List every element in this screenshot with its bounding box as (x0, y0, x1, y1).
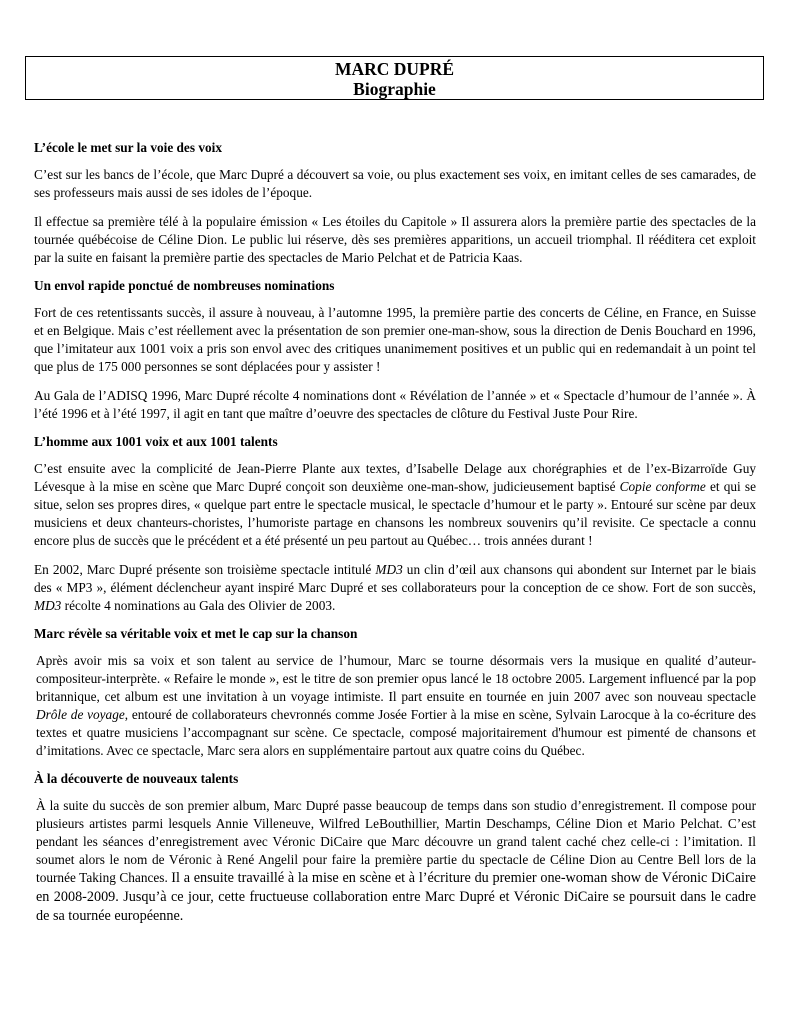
show-title-drole-de-voyage: Drôle de voyage (36, 707, 125, 722)
section-heading: À la découverte de nouveaux talents (34, 771, 239, 786)
paragraph (34, 797, 756, 926)
paragraph: C’est sur les bancs de l’école, que Marc Dupré a découvert sa voie, ou plus exactement ses voix, en imitant celles de ses camarades, de ses professeurs mais aussi de ses idoles de l’époque. (34, 167, 756, 200)
title-box (25, 56, 764, 100)
section-nouveaux-talents (34, 771, 756, 926)
text-run: À la suite du succès de son premier album, Marc Dupré passe beaucoup de temps dans son studio d’enregistrement. Il compose pour plusieurs artistes parmi lesquels Annie Villeneuve, Wilfred LeBouthillier, Martin Deschamps, Céline Dion et Mario Pelchat. C’est pendant les séances d’enregistrement avec Véronic DiCaire que Marc découvre un grand talent caché chez celle-ci : l’imitation. Il soumet alors le nom de Véronic à René Angelil pour faire la première partie du spectacle de Céline Dion au Centre Bell lors de la tournée Taking Chances. (36, 798, 756, 885)
document-body (34, 137, 756, 937)
page-title: MARC DUPRÉ (334, 59, 455, 79)
section-envol (34, 278, 756, 423)
section-heading: Un envol rapide ponctué de nombreuses nominations (34, 278, 335, 293)
section-heading: Marc révèle sa véritable voix et met le cap sur la chanson (34, 626, 358, 641)
text-run: C’est ensuite avec la complicité de Jean-Pierre Plante aux textes, d’Isabelle Delage aux chorégraphies et de l’ex-Bizarroïde Guy Lévesque à la mise en scène que Marc Dupré conçoit son deuxième one-man-show, judicieusement baptisé (34, 461, 756, 494)
text-run: Après avoir mis sa voix et son talent au service de l’humour, Marc se tourne désormais vers la musique en qualité d’auteur-compositeur-interprète. « Refaire le monde », est le titre de son premier opus lancé le 18 octobre 2005. Largement influencé par la pop britannique, cet album est une invitation à un voyage intimiste. Il part ensuite en tournée en juin 2007 avec son nouveau spectacle (36, 653, 756, 704)
text-run: et qui se situe, selon ses propres dires, « quelque part entre le spectacle musical, le spectacle d’humour et le party ». Entouré sur scène par deux musiciens et deux chanteurs-choristes, l’humoriste partage en chansons les nombreux souvenirs qu’il revisite. Ce spectacle a connu encore plus de succès que le précédent et a été présenté un peu partout au Québec… trois années durant ! (34, 479, 756, 548)
paragraph: Fort de ces retentissants succès, il assure à nouveau, à l’automne 1995, la première partie des concerts de Céline, en France, en Suisse et en Belgique. Mais c’est réellement avec la présentation de son premier one-man-show, sous la direction de Denis Bouchard en 1996, que l’imitateur aux 1001 voix a pris son envol avec des critiques unanimement positives et un public qui en redemandait à un point tel que plus de 175 000 personnes se sont déplacées pour y assister ! (34, 305, 756, 374)
text-run: récolte 4 nominations au Gala des Olivier de 2003. (61, 598, 336, 613)
text-run: En 2002, Marc Dupré présente son troisième spectacle intitulé (34, 562, 376, 577)
show-title-copie-conforme: Copie conforme (619, 479, 706, 494)
paragraph (34, 460, 756, 550)
show-title-md3: MD3 (375, 562, 403, 577)
section-heading: L’homme aux 1001 voix et aux 1001 talents (34, 434, 278, 449)
paragraph: Au Gala de l’ADISQ 1996, Marc Dupré récolte 4 nominations dont « Révélation de l’année » et « Spectacle d’humour de l’année ». À l’été 1996 et à l’été 1997, il agit en tant que maître d’oeuvre des spectacles de clôture du Festival Juste Pour Rire. (34, 388, 756, 421)
paragraph: Il effectue sa première télé à la populaire émission « Les étoiles du Capitole » Il assurera alors la première partie des spectacles de la tournée québécoise de Céline Dion. Le public lui réserve, dès ses premières apparitions, un accueil triomphal. Il rééditera cet exploit par la suite en faisant la première partie des spectacles de Mario Pelchat et de Patricia Kaas. (34, 214, 756, 265)
text-run-large: Il a ensuite travaillé à la mise en scène et à l’écriture du premier one-woman show de Véronic DiCaire en 2008-2009. Jusqu’à ce jour, cette fructueuse collaboration entre Marc Dupré et Véronic DiCaire se poursuit dans le cadre de sa tournée européenne. (36, 870, 756, 924)
page-subtitle: Biographie (353, 79, 436, 99)
section-chanson (34, 626, 756, 760)
paragraph (34, 652, 756, 760)
section-1001-voix (34, 434, 756, 615)
paragraph (34, 561, 756, 615)
show-title-md3: MD3 (34, 598, 62, 613)
text-run: , entouré de collaborateurs chevronnés comme Josée Fortier à la mise en scène, Sylvain Larocque à la co-écriture des textes et quatre musiciens l’accompagnant sur scène. Ce spectacle, composé majoritairement d'humour est pimenté de chansons et d’imitations. Avec ce spectacle, Marc sera alors en supplémentaire partout aux quatre coins du Québec. (36, 707, 756, 758)
section-heading: L’école le met sur la voie des voix (34, 140, 222, 155)
text-run: un clin d’œil aux chansons qui abondent sur Internet par le biais des « MP3 », élément déclencheur ayant inspiré Marc Dupré et ses collaborateurs pour la conception de ce show. Fort de son succès, (34, 562, 756, 595)
section-ecole (34, 140, 756, 267)
